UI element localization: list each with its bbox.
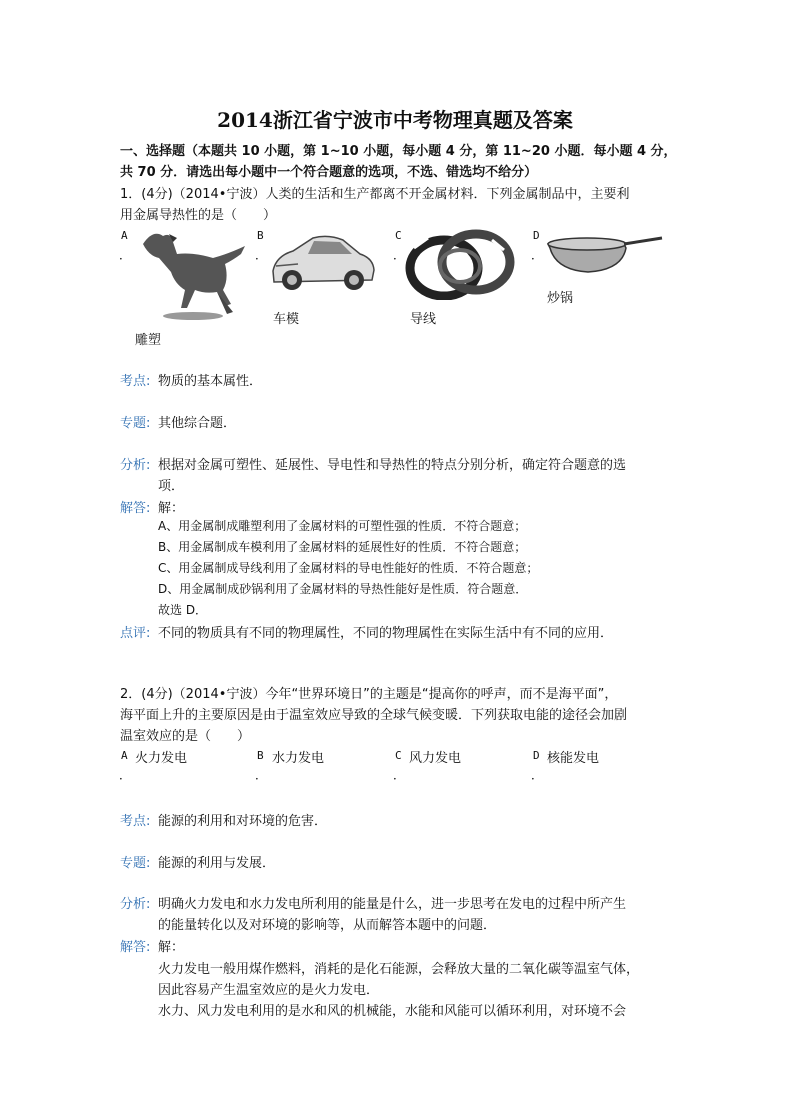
wire-coil-image [404,228,516,300]
horse-sculpture-image [133,224,253,324]
q2-kaodian-tag: 考点: [120,814,151,829]
q1-option-b-label: 车模 [273,312,300,327]
q2-option-b-dot: ． [255,768,268,782]
q1-option-a-letter[interactable]: A [121,229,128,242]
q2-option-b-label[interactable]: 水力发电 [272,751,325,766]
q2-stem-line2: 海平面上升的主要原因是由于温室效应导致的全球气候变暖．下列获取电能的途径会加剧 [120,708,628,723]
q2-option-c-letter[interactable]: C [395,749,402,762]
q2-stem-line3: 温室效应的是（ ） [120,729,251,744]
section-header-line1: 一、选择题（本题共 10 小题，第 1~10 小题，每小题 4 分，第 11~20 小题．每小题 4 分， [120,144,677,159]
q1-kaodian-tag: 考点: [120,374,151,389]
q1-option-b-letter[interactable]: B [257,229,264,242]
q2-fenxi-line2: 的能量转化以及对环境的影响等，从而解答本题中的问题． [158,918,497,933]
q1-fenxi-line2: 项． [158,479,185,494]
q1-option-d-dot: ． [531,248,544,262]
q2-zhuanti-tag: 专题: [120,856,151,871]
q2-fenxi-tag: 分析: [120,897,151,912]
q2-option-c-label[interactable]: 风力发电 [409,751,462,766]
car-model-image [268,226,378,296]
wok-image [544,230,664,280]
q1-option-a-label: 雕塑 [135,333,162,348]
q1-stem-line1: 1．(4分)（2014•宁波）人类的生活和生产都离不开金属材料．下列金属制品中，主要利 [120,187,630,202]
q1-option-c-label: 导线 [410,312,437,327]
q1-kaodian: 物质的基本属性． [158,374,263,389]
section-header-line2: 共 70 分．请选出每小题中一个符合题意的选项，不选、错选均不给分） [120,165,538,180]
q2-option-c-dot: ． [393,768,406,782]
q1-zhuanti-tag: 专题: [120,416,151,431]
q2-jieda-line0: 解： [158,940,185,955]
q1-option-a-dot: ． [119,248,132,262]
q1-stem-line2: 用金属导热性的是（ ） [120,208,277,223]
q2-option-b-letter[interactable]: B [257,749,264,762]
q1-option-b-dot: ． [255,248,268,262]
q1-option-c-dot: ． [393,248,406,262]
q2-jieda-line2: 因此容易产生温室效应的是火力发电． [158,983,380,998]
q1-jieda-line0: 解： [158,501,185,516]
q1-option-d-label: 炒锅 [547,291,574,306]
q2-fenxi-line1: 明确火力发电和水力发电所利用的能量是什么，进一步思考在发电的过程中所产生 [158,897,627,912]
q2-zhuanti: 能源的利用与发展． [158,856,276,871]
q1-dianping: 不同的物质具有不同的物理属性，不同的物理属性在实际生活中有不同的应用． [158,626,614,641]
q2-option-d-label[interactable]: 核能发电 [547,751,600,766]
q1-fenxi-line1: 根据对金属可塑性、延展性、导电性和导热性的特点分别分析，确定符合题意的选 [158,458,627,473]
q2-option-d-letter[interactable]: D [533,749,540,762]
q2-option-a-label[interactable]: 火力发电 [135,751,188,766]
q2-option-a-letter[interactable]: A [121,749,128,762]
q1-dianping-tag: 点评: [120,626,151,641]
q2-option-d-dot: ． [531,768,544,782]
q1-jieda-line5: 故选 D． [158,603,208,617]
q1-option-d-letter[interactable]: D [533,229,540,242]
q2-jieda-tag: 解答: [120,940,151,955]
q1-jieda-line2: B、用金属制成车模利用了金属材料的延展性好的性质．不符合题意； [158,540,527,554]
q2-jieda-line3: 水力、风力发电利用的是水和风的机械能，水能和风能可以循环利用，对环境不会 [158,1004,627,1019]
q1-fenxi-tag: 分析: [120,458,151,473]
q1-zhuanti: 其他综合题． [158,416,237,431]
q1-jieda-line3: C、用金属制成导线利用了金属材料的导电性能好的性质．不符合题意； [158,561,539,575]
q1-option-c-letter[interactable]: C [395,229,402,242]
q1-jieda-line1: A、用金属制成雕塑利用了金属材料的可塑性强的性质．不符合题意； [158,519,527,533]
page-title: 2014浙江省宁波市中考物理真题及答案 [217,108,573,132]
q1-jieda-tag: 解答: [120,501,151,516]
q2-kaodian: 能源的利用和对环境的危害． [158,814,328,829]
q2-option-a-dot: ． [119,768,132,782]
q2-stem-line1: 2．(4分)（2014•宁波）今年“世界环境日”的主题是“提高你的呼声，而不是海平面”， [120,687,618,702]
q1-jieda-line4: D、用金属制成砂锅利用了金属材料的导热性能好是性质．符合题意． [158,582,528,596]
q2-jieda-line1: 火力发电一般用煤作燃料，消耗的是化石能源，会释放大量的二氧化碳等温室气体， [158,962,640,977]
